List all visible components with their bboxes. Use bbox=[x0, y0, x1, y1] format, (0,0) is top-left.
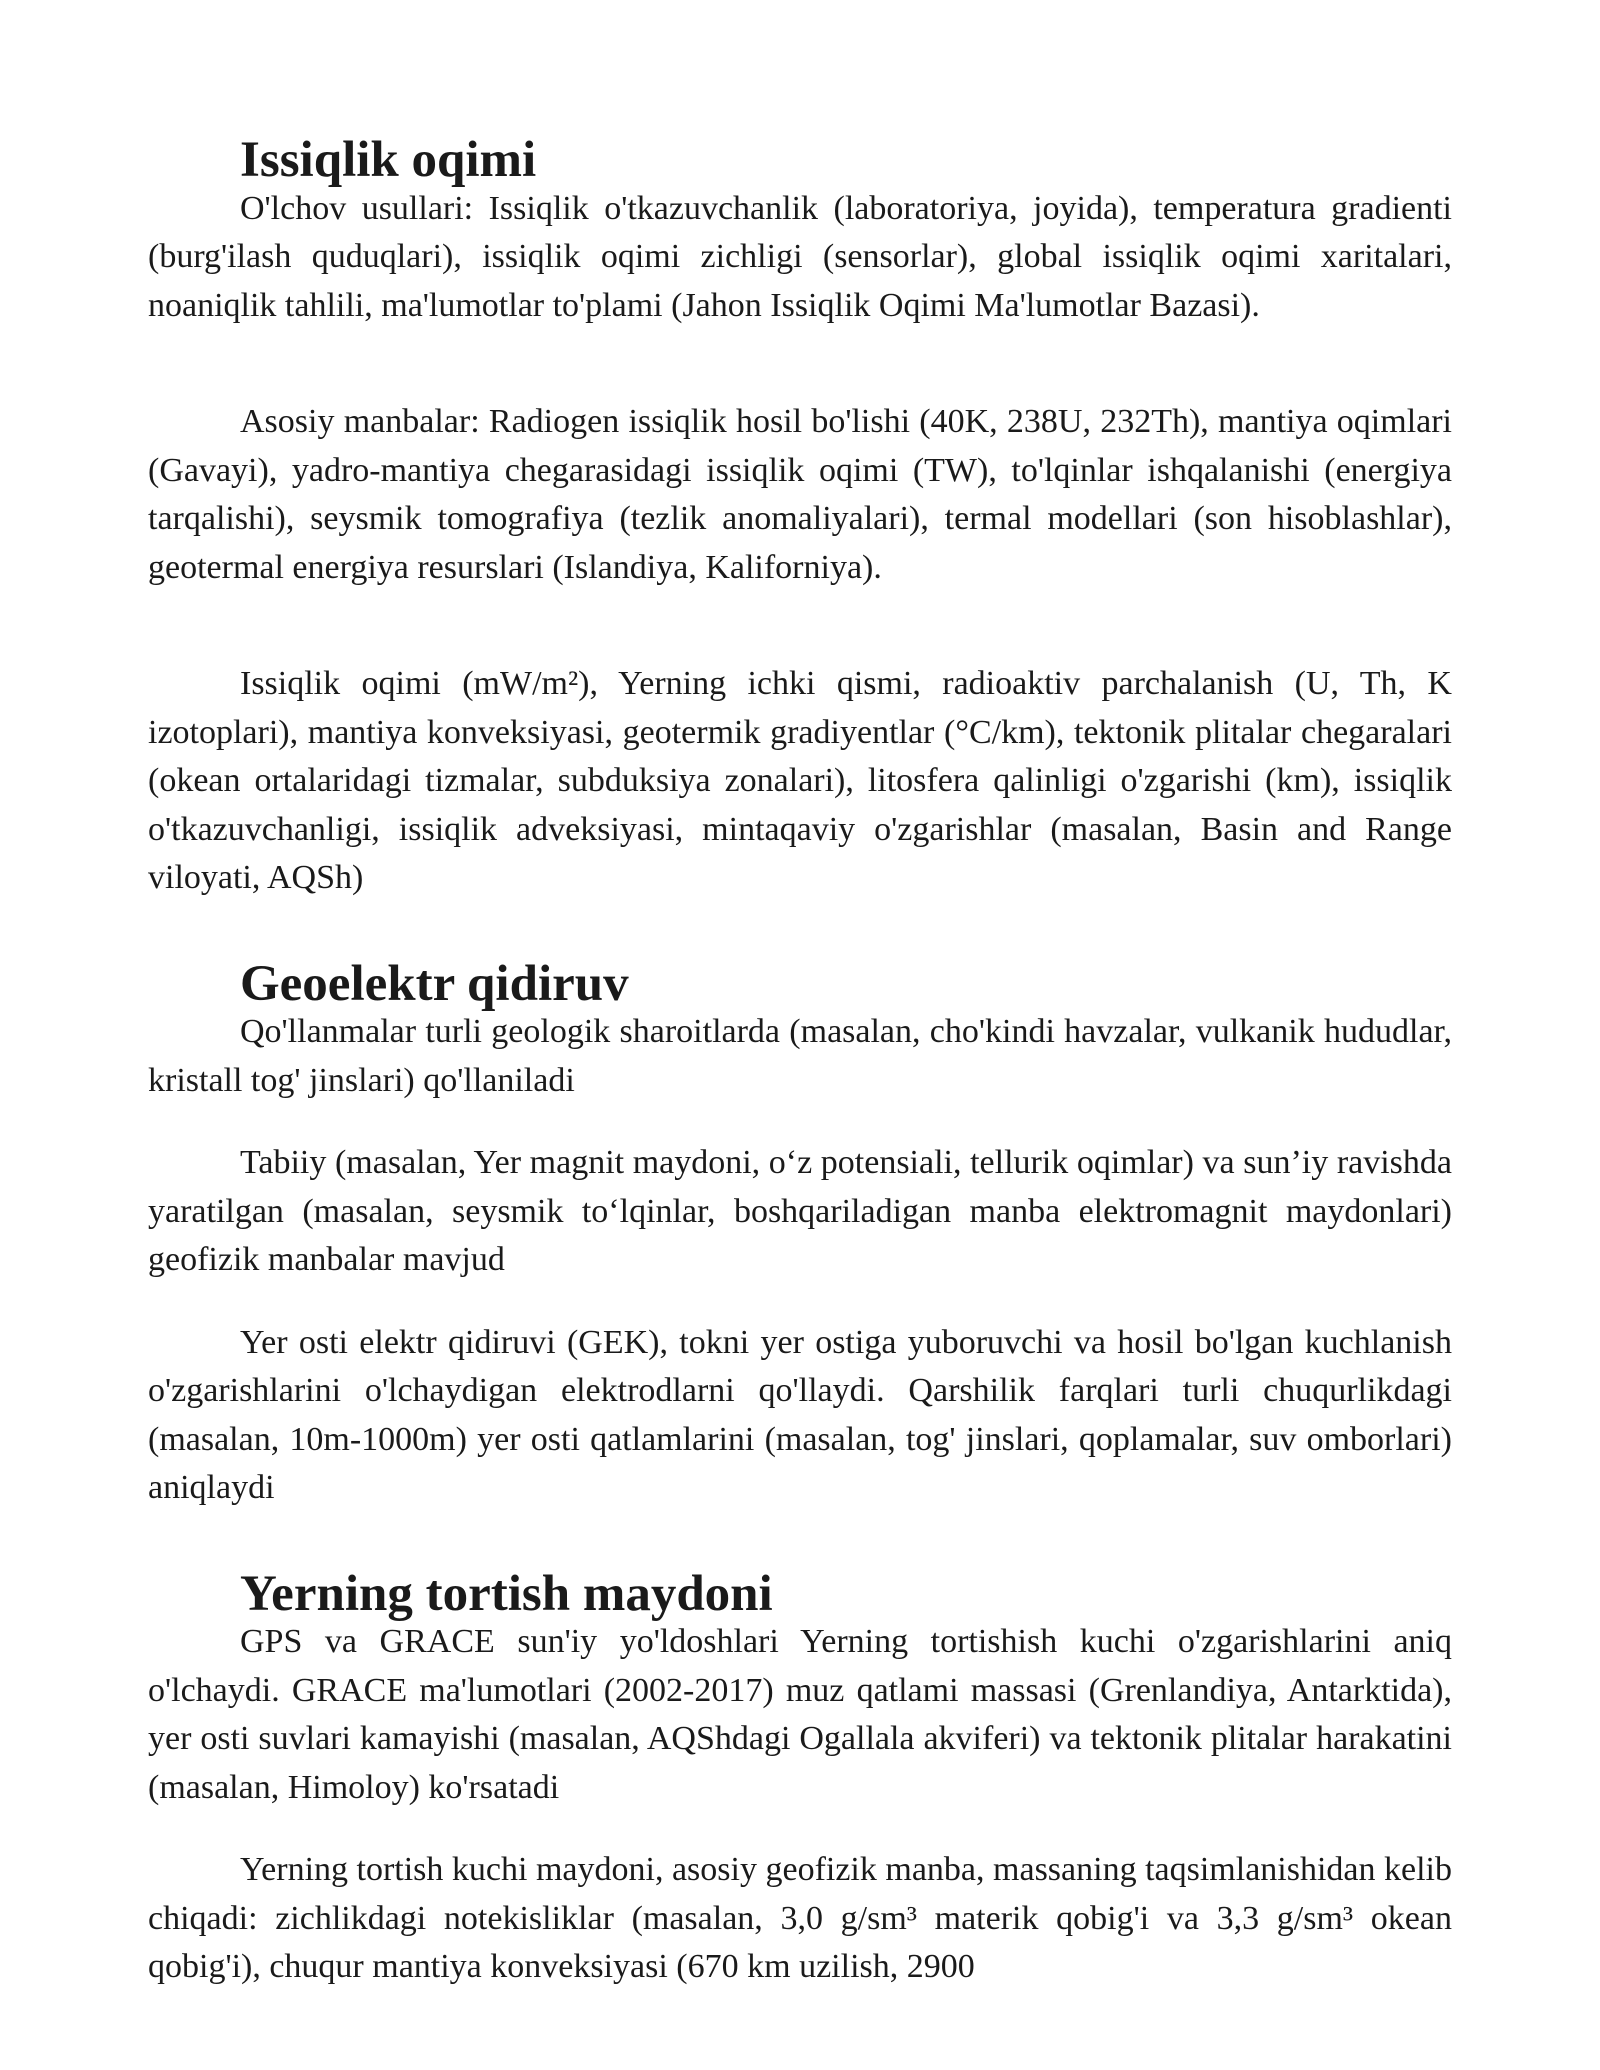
paragraph-main-sources: Asosiy manbalar: Radiogen issiqlik hosil bo'lishi (40K, 238U, 232Th), mantiya oqimlari (Gavayi), yadro-mantiya chegarasidagi issiqlik oqimi (TW), to'lqinlar ishqalanishi (energiya tarqalishi), seysmik tomografiya (tezlik anomaliyalari), termal modellari (son hisoblashlar), geotermal energiya resurslari (Islandiya, Kaliforniya). bbox=[148, 403, 1452, 586]
paragraph-spacer bbox=[148, 330, 1452, 398]
section-heading-gravity-field: Yerning tortish maydoni bbox=[240, 1565, 773, 1622]
paragraph-spacer bbox=[148, 592, 1452, 660]
section-heading-geoelectric: Geoelektr qidiruv bbox=[240, 955, 629, 1012]
document-page bbox=[148, 132, 1452, 1992]
paragraph-natural-sources: Tabiiy (masalan, Yer magnit maydoni, o‘z potensiali, tellurik oqimlar) va sun’iy ravishda yaratilgan (masalan, seysmik to‘lqinlar, boshqariladigan manba elektromagnit maydonlari) geofizik manbalar mavjud bbox=[148, 1144, 1452, 1278]
paragraph-gravity-field-source: Yerning tortish kuchi maydoni, asosiy geofizik manba, massaning taqsimlanishidan kelib chiqadi: zichlikdagi notekisliklar (masalan, 3,0 g/sm³ materik qobig'i va 3,3 g/sm³ okean qobig'i), chuqur mantiya konveksiyasi (670 km uzilish, 2900 bbox=[148, 1851, 1452, 1985]
paragraph-grace-satellites: GPS va GRACE sun'iy yo'ldoshlari Yerning tortishish kuchi o'zgarishlarini aniq o'lchaydi. GRACE ma'lumotlari (2002-2017) muz qatlami massasi (Grenlandiya, Antarktida), yer osti suvlari kamayishi (masalan, AQShdagi Ogallala akviferi) va tektonik plitalar harakatini (masalan, Himoloy) ko'rsatadi bbox=[148, 1623, 1452, 1806]
section-spacer bbox=[148, 903, 1452, 960]
paragraph-heat-flow-keywords: Issiqlik oqimi (mW/m²), Yerning ichki qismi, radioaktiv parchalanish (U, Th, K izotoplari), mantiya konveksiyasi, geotermik gradiyentlar (°C/km), tektonik plitalar chegaralari (okean ortalaridagi tizmalar, subduksiya zonalari), litosfera qalinligi o'zgarishi (km), issiqlik o'tkazuvchanligi, issiqlik adveksiyasi, mintaqaviy o'zgarishlar (masalan, Basin and Range viloyati, AQSh) bbox=[148, 665, 1452, 896]
paragraph-applications: Qo'llanmalar turli geologik sharoitlarda (masalan, cho'kindi havzalar, vulkanik hududlar, kristall tog' jinslari) qo'llaniladi bbox=[148, 1013, 1452, 1099]
paragraph-spacer bbox=[148, 1285, 1452, 1319]
paragraph-spacer bbox=[148, 1812, 1452, 1846]
paragraph-electrical-survey: Yer osti elektr qidiruvi (GEK), tokni yer ostiga yuboruvchi va hosil bo'lgan kuchlanish o'zgarishlarini o'lchaydigan elektrodlarni qo'llaydi. Qarshilik farqlari turli chuqurlikdagi (masalan, 10m-1000m) yer osti qatlamlarini (masalan, tog' jinslari, qoplamalar, suv omborlari) aniqlaydi bbox=[148, 1323, 1452, 1506]
section-heading-heat-flow: Issiqlik oqimi bbox=[240, 132, 537, 188]
paragraph-measurement-methods: O'lchov usullari: Issiqlik o'tkazuvchanlik (laboratoriya, joyida), temperatura gradienti (burg'ilash quduqlari), issiqlik oqimi zichligi (sensorlar), global issiqlik oqimi xaritalari, noaniqlik tahlili, ma'lumotlar to'plami (Jahon Issiqlik Oqimi Ma'lumotlar Bazasi). bbox=[148, 189, 1452, 324]
section-spacer bbox=[148, 1513, 1452, 1570]
paragraph-spacer bbox=[148, 1105, 1452, 1139]
